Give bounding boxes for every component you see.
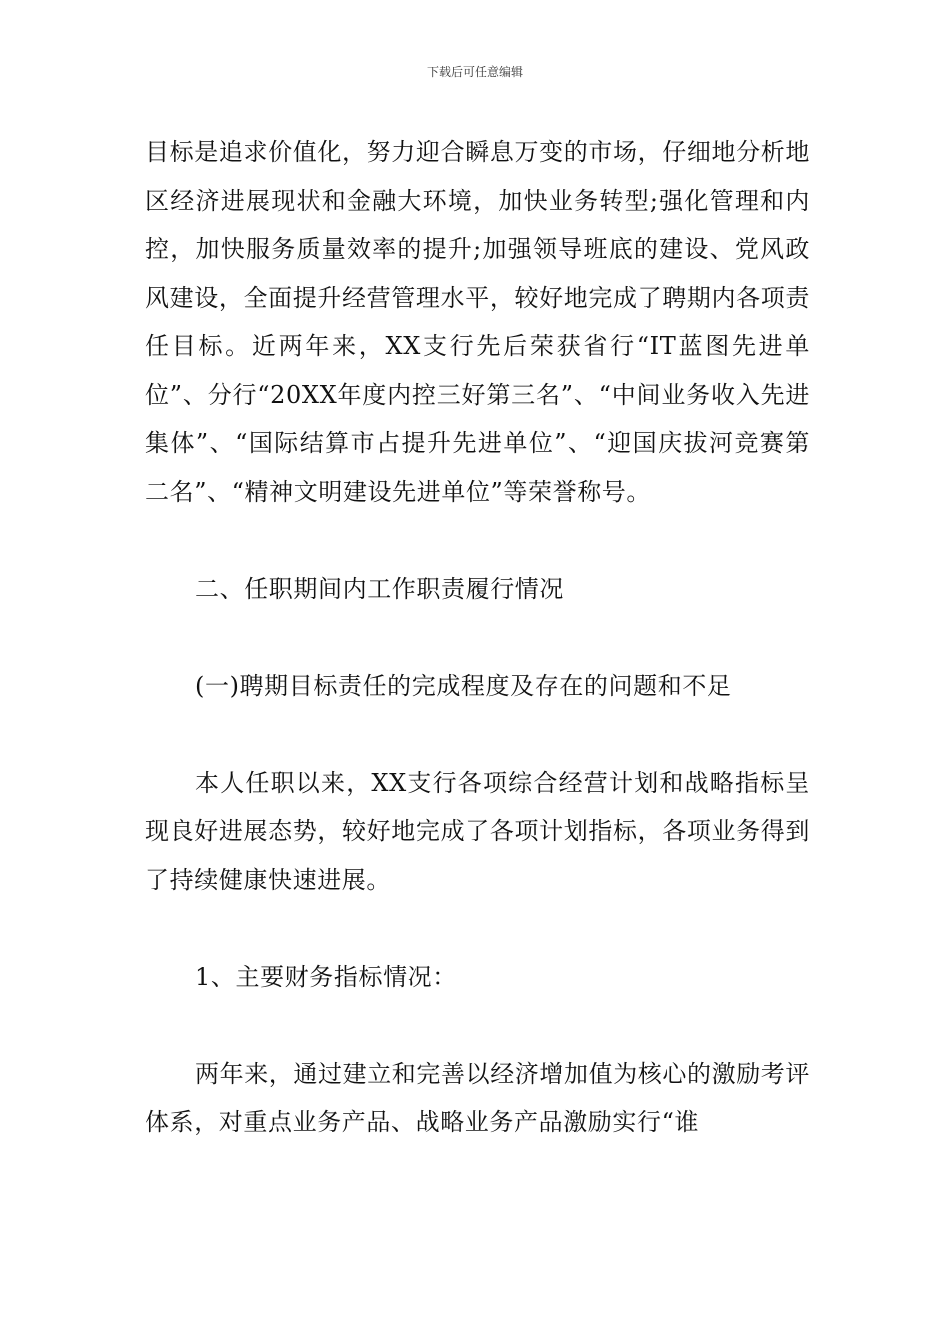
- paragraph-achievements: 目标是追求价值化，努力迎合瞬息万变的市场，仔细地分析地区经济进展现状和金融大环境，加快业务转型;强化管理和内控，加快服务质量效率的提升;加强领导班底的建设、党风政风建设，全面提升经营管理水平，较好地完成了聘期内各项责任目标。近两年来，XX支行先后荣获省行“IT蓝图先进单位”、分行“20XX年度内控三好第三名”、“中间业务收入先进集体”、“国际结算市占提升先进单位”、“迎国庆拔河竞赛第二名”、“精神文明建设先进单位”等荣誉称号。: [145, 138, 810, 506]
- page-header-note: 下载后可任意编辑: [426, 65, 523, 79]
- item-heading-financial-indicators: 1、主要财务指标情况：: [195, 962, 457, 991]
- document-body: [145, 128, 810, 1147]
- subsection-heading-targets: (一)聘期目标责任的完成程度及存在的问题和不足: [195, 671, 732, 700]
- section-heading-duties: 二、任职期间内工作职责履行情况: [195, 574, 564, 603]
- paragraph-performance: 本人任职以来，XX支行各项综合经营计划和战略指标呈现良好进展态势，较好地完成了各项计划指标，各项业务得到了持续健康快速进展。: [145, 768, 810, 894]
- paragraph-incentive-system: 两年来，通过建立和完善以经济增加值为核心的激励考评体系，对重点业务产品、战略业务产品激励实行“谁: [145, 1059, 810, 1136]
